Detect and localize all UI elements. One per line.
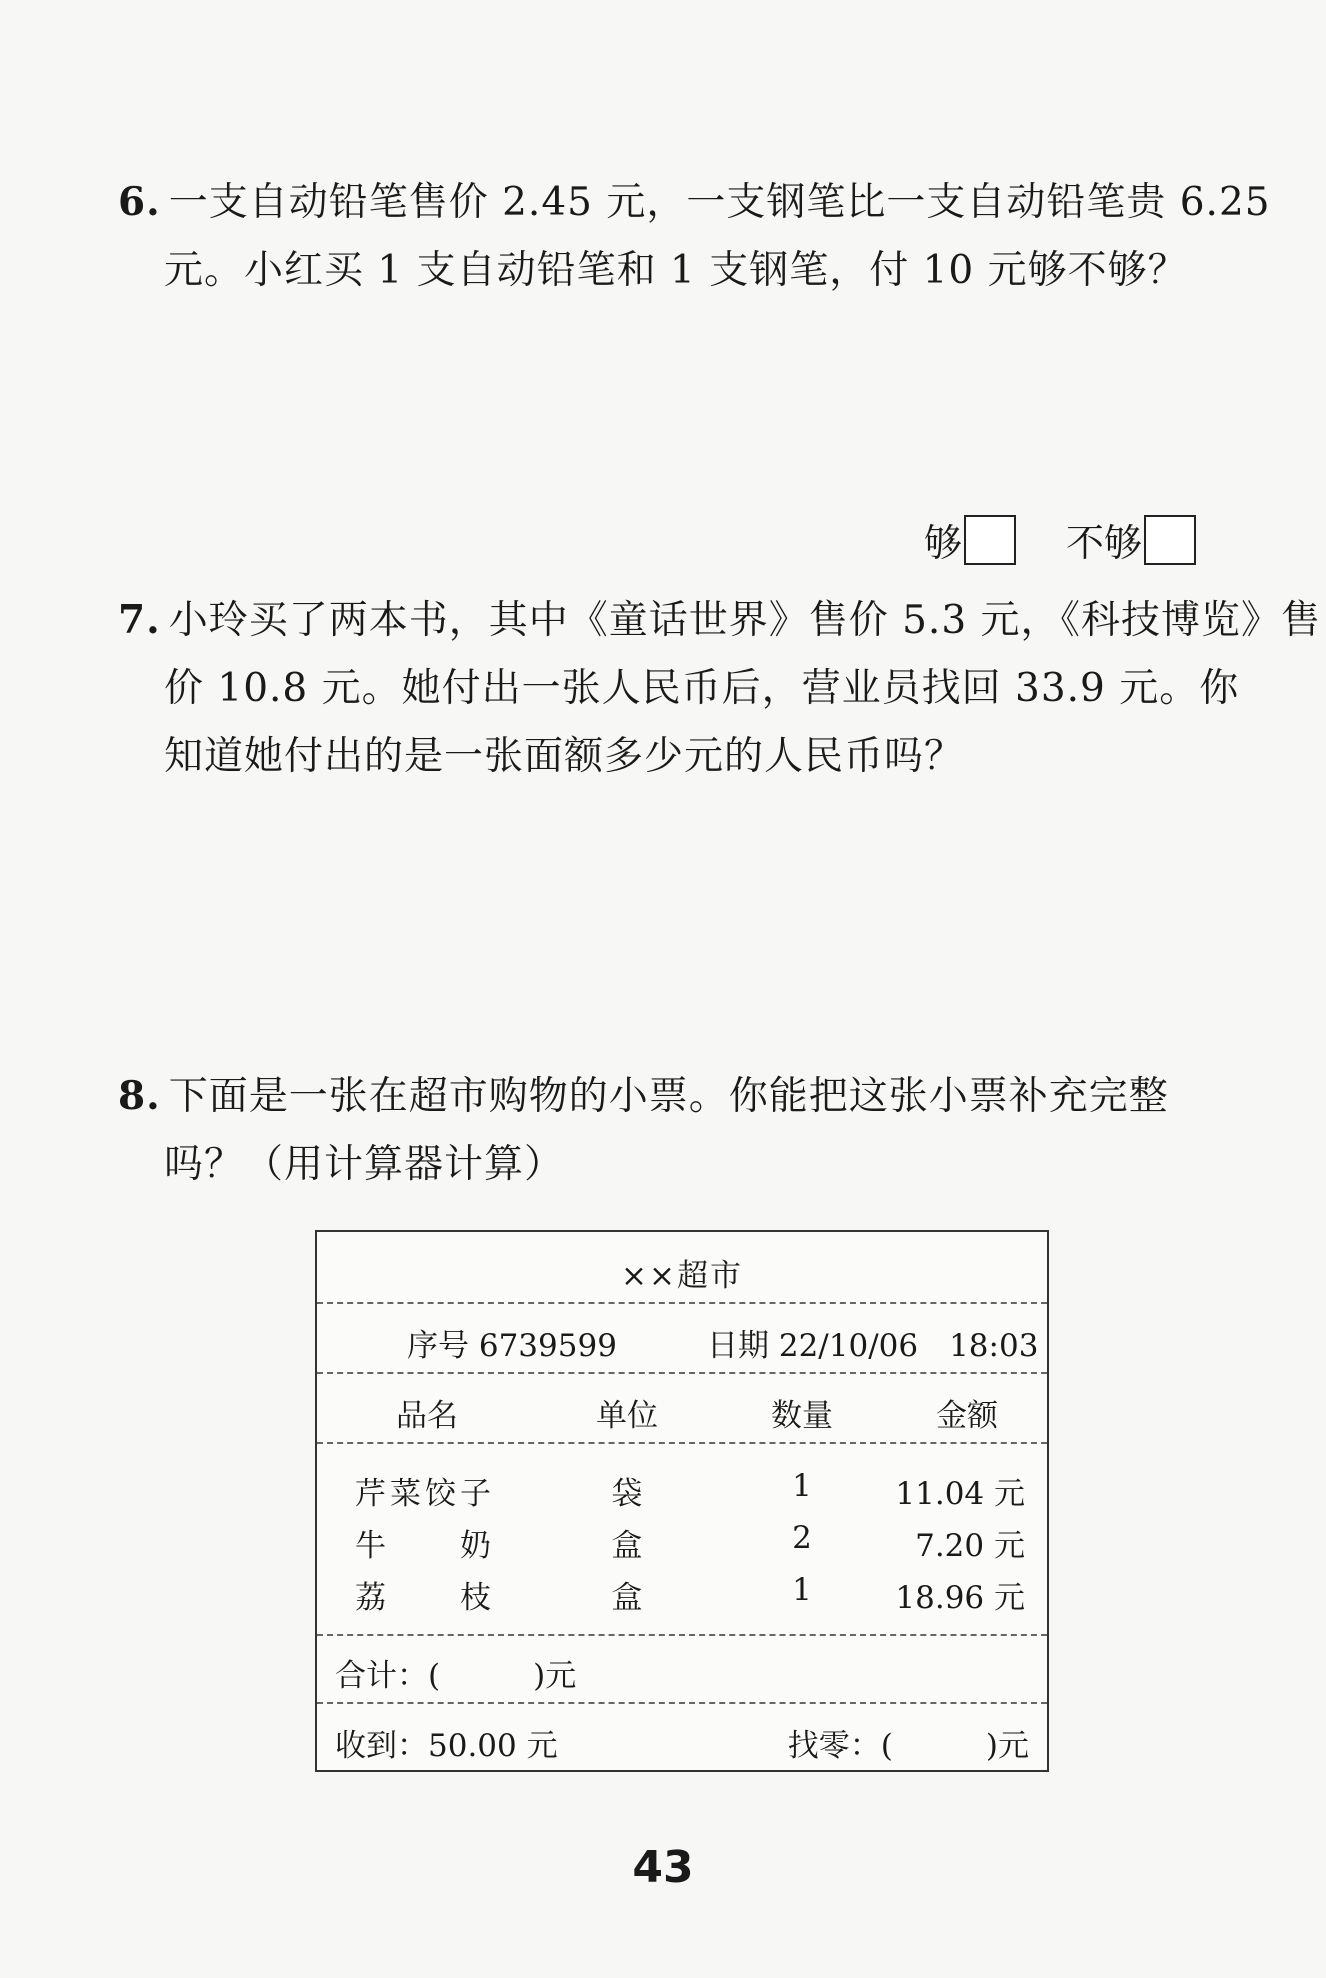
row-unit: 袋 [611,1476,643,1512]
dashed-divider [317,1302,1047,1304]
dashed-divider [317,1372,1047,1374]
dashed-divider [317,1702,1047,1704]
receipt-serial: 序号 6739599 [407,1328,617,1364]
question-text-line: 价 10.8 元。她付出一张人民币后，营业员找回 33.9 元。你 [164,666,1240,711]
row-item-name: 芹菜饺子 [355,1476,495,1512]
header-unit: 单位 [596,1398,658,1434]
row-item-name: 牛 奶 [355,1528,495,1564]
question-text-line: 知道她付出的是一张面额多少元的人民币吗？ [164,734,965,779]
question-text-line: 下面是一张在超市购物的小票。你能把这张小票补充完整 [168,1074,1169,1119]
question-text-line: 元。小红买 1 支自动铅笔和 1 支钢笔，付 10 元够不够？ [164,248,1188,293]
receipt-change[interactable]: 找零：( )元 [787,1728,1029,1764]
checkbox[interactable] [1144,515,1196,565]
question-number: 8. [118,1073,161,1119]
page-number: 43 [632,1842,694,1893]
row-quantity: 2 [792,1520,812,1556]
choice-not-enough[interactable] [1066,512,1196,567]
question-8 [118,1062,1218,1199]
question-7 [118,586,1322,791]
header-amount: 金额 [936,1398,998,1434]
answer-choices [874,512,1196,567]
receipt-received: 收到：50.00 元 [335,1728,558,1764]
header-quantity: 数量 [771,1398,833,1434]
question-text-line: 吗？（用计算器计算） [164,1142,565,1187]
dashed-divider [317,1442,1047,1444]
question-number: 6. [118,179,161,225]
question-6 [118,168,1271,305]
receipt-row [317,1468,1047,1513]
receipt-date: 日期 22/10/06 18:03 [707,1328,1039,1364]
question-text-line: 一支自动铅笔售价 2.45 元，一支钢笔比一支自动铅笔贵 6.25 [168,180,1271,225]
row-amount: 11.04 元 [895,1476,1025,1512]
choice-label: 够 [923,521,962,565]
choice-label: 不够 [1065,521,1142,565]
header-item-name: 品名 [396,1398,458,1434]
receipt-row [317,1572,1047,1617]
row-item-name: 荔 枝 [355,1580,495,1616]
row-quantity: 1 [792,1468,812,1504]
row-unit: 盒 [611,1528,643,1564]
checkbox[interactable] [964,515,1016,565]
row-amount: 7.20 元 [915,1528,1025,1564]
receipt-payment-row [335,1720,1029,1765]
dashed-divider [317,1634,1047,1636]
question-number: 7. [118,597,161,643]
row-amount: 18.96 元 [895,1580,1025,1616]
receipt-total[interactable]: 合计：( )元 [335,1658,577,1694]
receipt-header-row [317,1390,1047,1435]
receipt-meta [407,1320,1047,1365]
choice-enough[interactable] [924,512,1016,567]
question-text-line: 小玲买了两本书，其中《童话世界》售价 5.3 元，《科技博览》售 [168,598,1322,643]
row-quantity: 1 [792,1572,812,1608]
receipt-title: ××超市 [621,1258,743,1294]
receipt-row [317,1520,1047,1565]
supermarket-receipt [315,1230,1049,1772]
row-unit: 盒 [611,1580,643,1616]
